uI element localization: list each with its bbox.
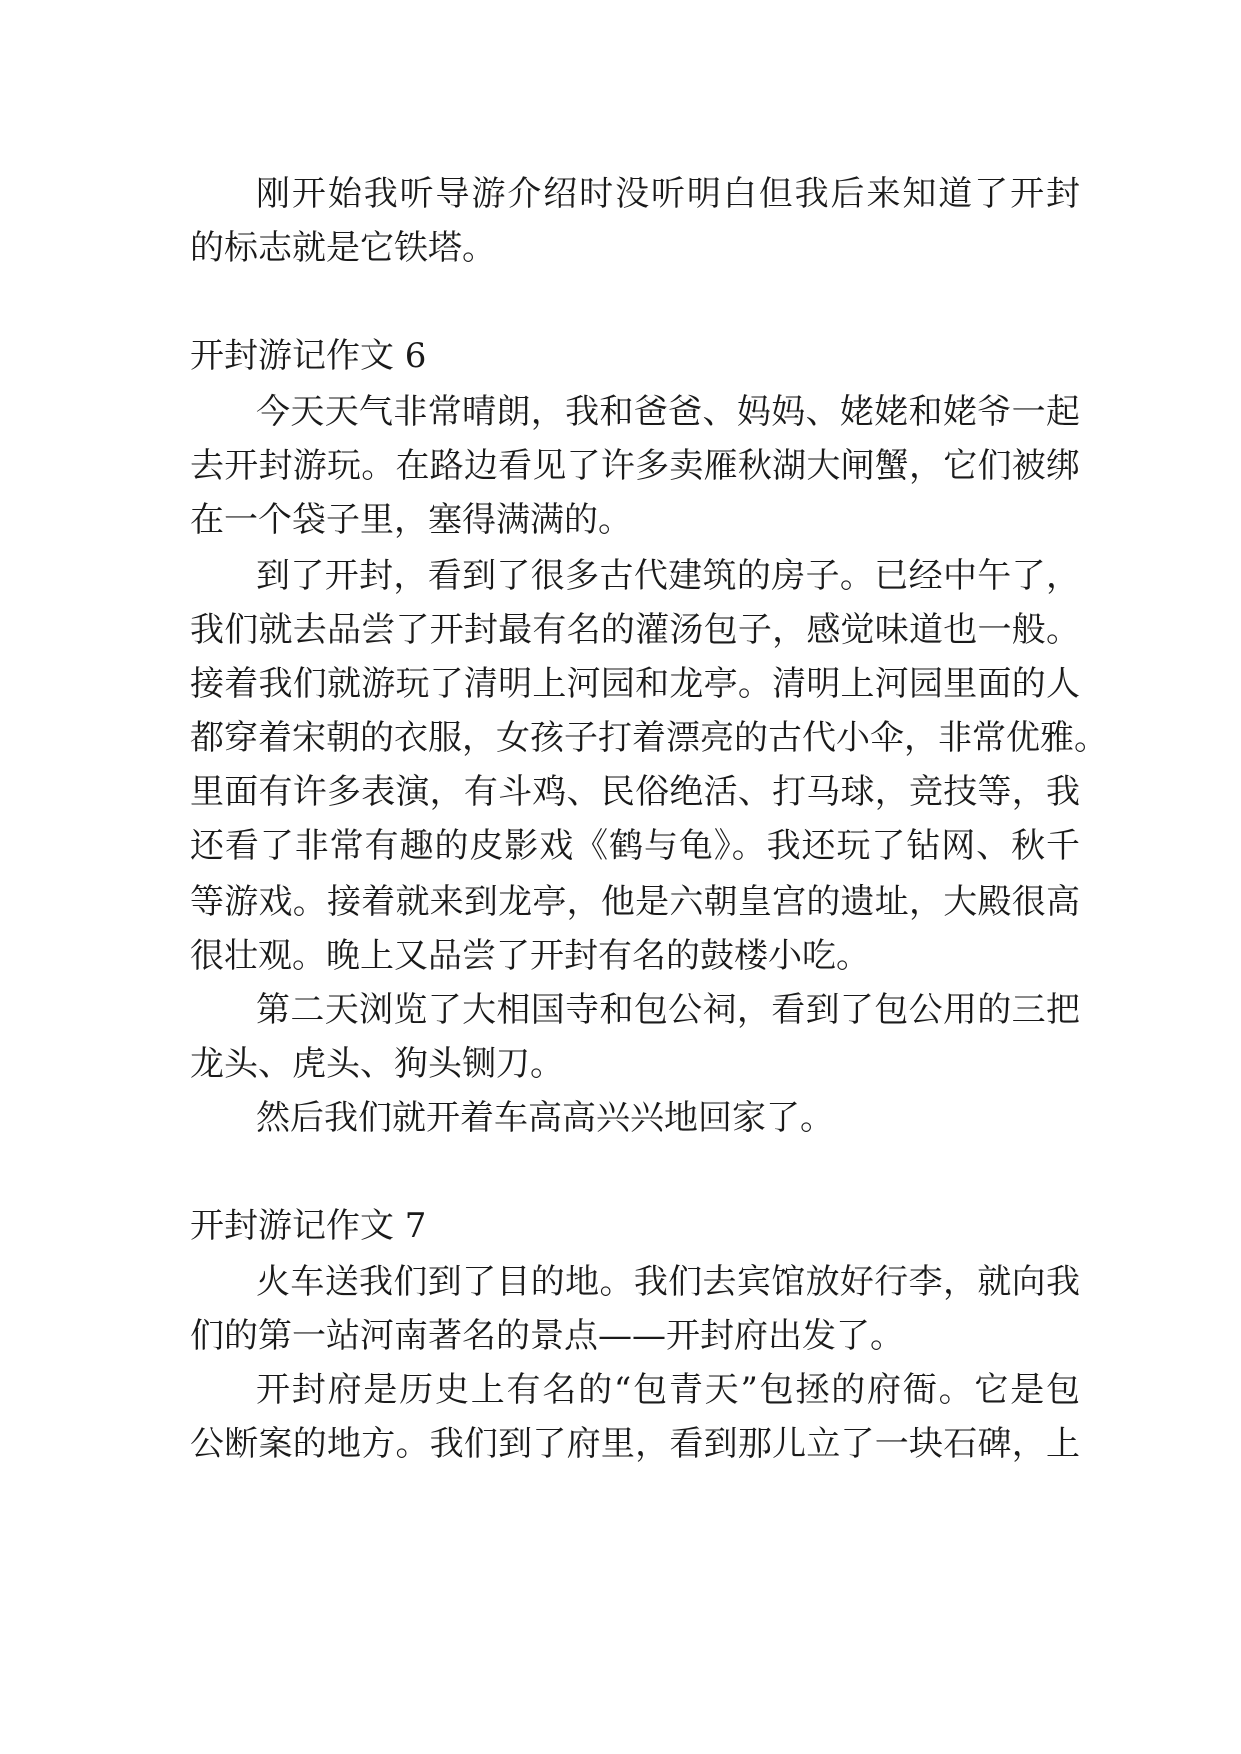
paragraph-line: 接着我们就游玩了清明上河园和龙亭。清明上河园里面的人 — [190, 664, 1080, 704]
paragraph-line: 们的第一站河南著名的景点——开封府出发了。 — [190, 1316, 904, 1356]
paragraph-line: 第二天浏览了大相国寺和包公祠，看到了包公用的三把 — [256, 990, 1080, 1030]
paragraph-line: 公断案的地方。我们到了府里，看到那儿立了一块石碑，上 — [190, 1424, 1080, 1464]
paragraph-line: 刚开始我听导游介绍时没听明白但我后来知道了开封 — [256, 174, 1080, 214]
paragraph-line: 等游戏。接着就来到龙亭，他是六朝皇宫的遗址，大殿很高 — [190, 882, 1080, 922]
paragraph-line: 都穿着宋朝的衣服，女孩子打着漂亮的古代小伞，非常优雅。 — [190, 718, 1108, 758]
paragraph-line: 我们就去品尝了开封最有名的灌汤包子，感觉味道也一般。 — [190, 610, 1080, 650]
paragraph-line: 去开封游玩。在路边看见了许多卖雁秋湖大闸蟹，它们被绑 — [190, 446, 1080, 486]
paragraph-line: 还看了非常有趣的皮影戏《鹤与龟》。我还玩了钻网、秋千 — [190, 826, 1080, 866]
paragraph-line: 很壮观。晚上又品尝了开封有名的鼓楼小吃。 — [190, 936, 870, 976]
paragraph-line: 的标志就是它铁塔。 — [190, 228, 496, 268]
paragraph-line: 开封府是历史上有名的“包青天”包拯的府衙。它是包 — [256, 1370, 1080, 1410]
section-heading: 开封游记作文 6 — [190, 336, 427, 376]
section-heading: 开封游记作文 7 — [190, 1206, 427, 1246]
paragraph-line: 里面有许多表演，有斗鸡、民俗绝活、打马球，竞技等，我 — [190, 772, 1080, 812]
paragraph-line: 到了开封，看到了很多古代建筑的房子。已经中午了， — [256, 556, 1080, 596]
paragraph-line: 火车送我们到了目的地。我们去宾馆放好行李，就向我 — [256, 1262, 1080, 1302]
paragraph-line: 在一个袋子里，塞得满满的。 — [190, 500, 632, 540]
paragraph-line: 龙头、虎头、狗头铡刀。 — [190, 1044, 564, 1084]
paragraph-line: 然后我们就开着车高高兴兴地回家了。 — [256, 1098, 834, 1138]
paragraph-line: 今天天气非常晴朗，我和爸爸、妈妈、姥姥和姥爷一起 — [256, 392, 1080, 432]
